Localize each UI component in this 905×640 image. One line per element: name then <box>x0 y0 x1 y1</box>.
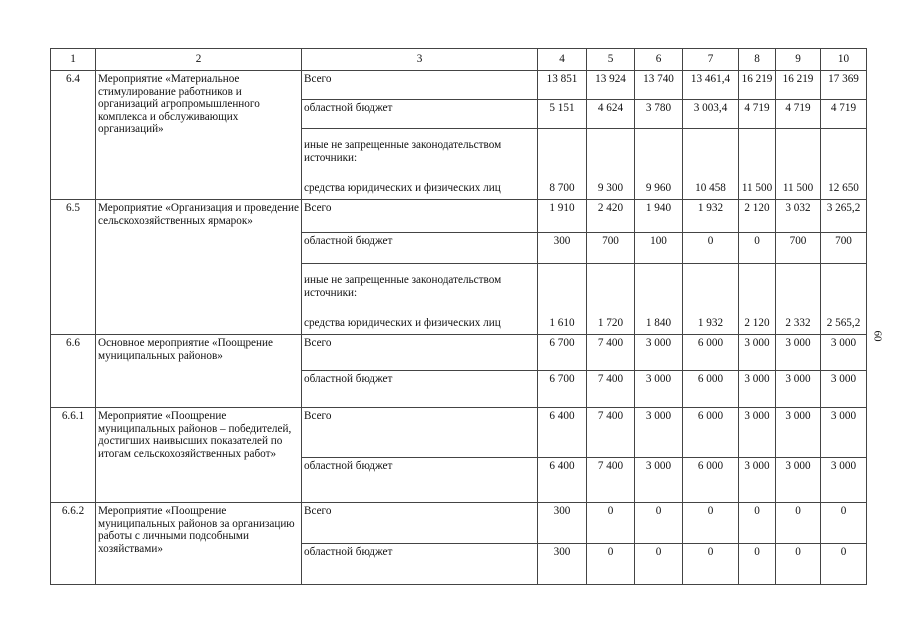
item-number: 6.4 <box>51 71 96 200</box>
value-cell: 6 700 <box>538 335 587 371</box>
value-cell: 1 910 <box>538 200 587 233</box>
value-cell: 1 932 <box>683 264 739 335</box>
value-cell: 2 120 <box>739 200 776 233</box>
value-cell: 4 624 <box>587 100 635 129</box>
value-cell: 0 <box>635 544 683 585</box>
header-cell: 4 <box>538 49 587 71</box>
value-cell: 13 740 <box>635 71 683 100</box>
value-cell: 100 <box>635 233 683 264</box>
funding-source-sublabel: средства юридических и физических лиц <box>304 182 501 195</box>
value-cell: 3 000 <box>635 408 683 458</box>
value-cell: 17 369 <box>821 71 867 100</box>
table-row <box>51 200 867 233</box>
header-cell: 7 <box>683 49 739 71</box>
header-cell: 3 <box>302 49 538 71</box>
header-cell: 5 <box>587 49 635 71</box>
value-cell: 3 000 <box>635 371 683 408</box>
value-cell: 3 000 <box>776 458 821 503</box>
funding-source: Всего <box>302 408 538 458</box>
item-name: Мероприятие «Материальное стимулирование работников и организаций агропромышленного комплекса и обслуживающих организаций» <box>96 71 302 200</box>
value-cell: 6 000 <box>683 408 739 458</box>
value-cell: 3 000 <box>821 371 867 408</box>
value-cell: 0 <box>587 503 635 544</box>
value-cell: 6 400 <box>538 408 587 458</box>
value-cell: 3 003,4 <box>683 100 739 129</box>
value-cell: 7 400 <box>587 371 635 408</box>
value-cell: 1 840 <box>635 264 683 335</box>
funding-source: областной бюджет <box>302 458 538 503</box>
value-cell: 1 932 <box>683 200 739 233</box>
value-cell: 0 <box>739 544 776 585</box>
value-cell: 2 120 <box>739 264 776 335</box>
header-cell: 9 <box>776 49 821 71</box>
header-cell: 6 <box>635 49 683 71</box>
header-row <box>51 49 867 71</box>
value-cell: 12 650 <box>821 129 867 200</box>
page-number: 60 <box>871 330 884 342</box>
value-cell: 2 565,2 <box>821 264 867 335</box>
value-cell: 6 000 <box>683 458 739 503</box>
value-cell: 16 219 <box>739 71 776 100</box>
funding-source <box>302 264 538 335</box>
value-cell: 0 <box>683 544 739 585</box>
value-cell: 0 <box>635 503 683 544</box>
value-cell: 3 000 <box>739 408 776 458</box>
item-name: Основное мероприятие «Поощрение муниципальных районов» <box>96 335 302 408</box>
value-cell: 3 000 <box>739 335 776 371</box>
item-name: Мероприятие «Поощрение муниципальных районов – победителей, достигших наивысших показателей по итогам сельскохозяйственных работ» <box>96 408 302 503</box>
item-number: 6.6.2 <box>51 503 96 585</box>
value-cell: 3 000 <box>739 458 776 503</box>
value-cell: 16 219 <box>776 71 821 100</box>
value-cell: 0 <box>739 233 776 264</box>
value-cell: 0 <box>776 544 821 585</box>
value-cell: 3 780 <box>635 100 683 129</box>
value-cell: 6 700 <box>538 371 587 408</box>
value-cell: 3 000 <box>821 408 867 458</box>
value-cell: 1 610 <box>538 264 587 335</box>
value-cell: 3 000 <box>776 335 821 371</box>
value-cell: 1 940 <box>635 200 683 233</box>
header-cell: 1 <box>51 49 96 71</box>
value-cell: 0 <box>587 544 635 585</box>
funding-source: Всего <box>302 200 538 233</box>
value-cell: 3 000 <box>776 371 821 408</box>
value-cell: 3 000 <box>635 458 683 503</box>
value-cell: 0 <box>776 503 821 544</box>
table-row <box>51 408 867 458</box>
funding-source: Всего <box>302 503 538 544</box>
value-cell: 300 <box>538 544 587 585</box>
header-cell: 10 <box>821 49 867 71</box>
value-cell: 13 924 <box>587 71 635 100</box>
funding-source: областной бюджет <box>302 544 538 585</box>
value-cell: 6 000 <box>683 371 739 408</box>
value-cell: 2 420 <box>587 200 635 233</box>
item-name: Мероприятие «Организация и проведение сельскохозяйственных ярмарок» <box>96 200 302 335</box>
value-cell: 13 461,4 <box>683 71 739 100</box>
funding-source-sublabel: средства юридических и физических лиц <box>304 317 501 330</box>
value-cell: 7 400 <box>587 408 635 458</box>
value-cell: 6 400 <box>538 458 587 503</box>
header-cell: 2 <box>96 49 302 71</box>
value-cell: 1 720 <box>587 264 635 335</box>
value-cell: 3 000 <box>739 371 776 408</box>
value-cell: 0 <box>683 233 739 264</box>
value-cell: 8 700 <box>538 129 587 200</box>
value-cell: 3 000 <box>821 335 867 371</box>
value-cell: 7 400 <box>587 458 635 503</box>
value-cell: 0 <box>821 503 867 544</box>
budget-table <box>50 48 867 585</box>
value-cell: 6 000 <box>683 335 739 371</box>
value-cell: 0 <box>683 503 739 544</box>
value-cell: 3 000 <box>635 335 683 371</box>
funding-source <box>302 129 538 200</box>
value-cell: 3 000 <box>821 458 867 503</box>
value-cell: 700 <box>821 233 867 264</box>
value-cell: 9 300 <box>587 129 635 200</box>
value-cell: 300 <box>538 503 587 544</box>
value-cell: 700 <box>776 233 821 264</box>
value-cell: 3 265,2 <box>821 200 867 233</box>
table-row <box>51 71 867 100</box>
value-cell: 4 719 <box>821 100 867 129</box>
header-cell: 8 <box>739 49 776 71</box>
funding-source: Всего <box>302 71 538 100</box>
funding-source-label: иные не запрещенные законодательством источники: <box>304 274 502 299</box>
table-row <box>51 503 867 544</box>
funding-source: Всего <box>302 335 538 371</box>
value-cell: 5 151 <box>538 100 587 129</box>
value-cell: 700 <box>587 233 635 264</box>
value-cell: 3 000 <box>776 408 821 458</box>
value-cell: 7 400 <box>587 335 635 371</box>
value-cell: 11 500 <box>739 129 776 200</box>
value-cell: 11 500 <box>776 129 821 200</box>
value-cell: 9 960 <box>635 129 683 200</box>
funding-source: областной бюджет <box>302 371 538 408</box>
item-name: Мероприятие «Поощрение муниципальных районов за организацию работы с личными подсобными хозяйствами» <box>96 503 302 585</box>
value-cell: 0 <box>739 503 776 544</box>
table-row <box>51 335 867 371</box>
value-cell: 13 851 <box>538 71 587 100</box>
item-number: 6.6.1 <box>51 408 96 503</box>
value-cell: 0 <box>821 544 867 585</box>
value-cell: 2 332 <box>776 264 821 335</box>
value-cell: 3 032 <box>776 200 821 233</box>
funding-source-label: иные не запрещенные законодательством источники: <box>304 139 502 164</box>
value-cell: 300 <box>538 233 587 264</box>
value-cell: 4 719 <box>776 100 821 129</box>
funding-source: областной бюджет <box>302 100 538 129</box>
funding-source: областной бюджет <box>302 233 538 264</box>
item-number: 6.6 <box>51 335 96 408</box>
value-cell: 10 458 <box>683 129 739 200</box>
value-cell: 4 719 <box>739 100 776 129</box>
item-number: 6.5 <box>51 200 96 335</box>
